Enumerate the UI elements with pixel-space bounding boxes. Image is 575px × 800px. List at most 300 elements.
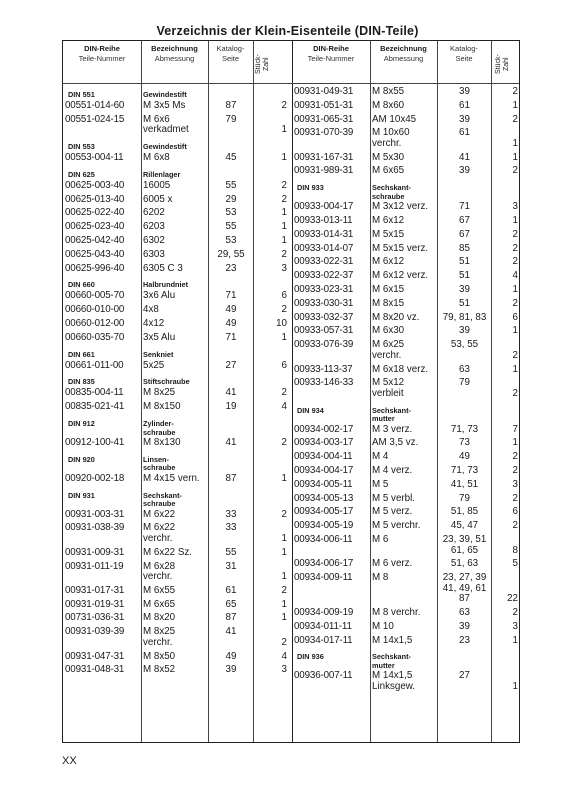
catalog-page-line: 65	[225, 598, 237, 610]
section-header	[63, 281, 292, 290]
dimension-line: M 6x8	[143, 152, 170, 164]
part-number: 00933-057-31	[294, 325, 354, 337]
quantity: 1	[512, 680, 518, 692]
catalog-page	[209, 600, 253, 611]
quantity: 3	[512, 478, 518, 490]
catalog-page	[209, 523, 253, 534]
catalog-page-line: 49	[225, 318, 237, 330]
dimension-line: M 4	[372, 451, 389, 463]
dimension-line: M 6x22 Sz.	[143, 546, 193, 558]
dimension-line: M 6x12	[372, 215, 405, 227]
part-number: 00625-022-40	[65, 207, 125, 219]
section-description	[143, 91, 187, 100]
quantity: 4	[512, 270, 518, 282]
table-row	[292, 671, 521, 695]
catalog-page-line: 41	[225, 387, 237, 399]
quantity: 6	[512, 311, 518, 323]
catalog-page	[438, 166, 491, 177]
part-number: 00931-019-31	[65, 598, 125, 610]
table-row	[292, 216, 521, 230]
dimension	[143, 222, 165, 233]
dimension	[372, 313, 419, 324]
part-number: 00625-003-40	[65, 179, 125, 191]
table-row	[292, 466, 521, 480]
catalog-page-line: 71, 73	[450, 423, 479, 435]
part-number: 00835-004-11	[65, 387, 124, 399]
catalog-page	[209, 665, 253, 676]
dimension	[372, 285, 404, 296]
table-row	[63, 402, 292, 416]
part-number: 00660-035-70	[65, 331, 125, 343]
header-stueckzahl-left: Stück- Zahl	[255, 54, 270, 74]
catalog-page	[438, 378, 491, 389]
table-row	[292, 636, 521, 650]
part-number: 00934-017-11	[294, 634, 353, 646]
part-number: 00551-014-60	[65, 100, 125, 111]
header-bezeichnung-left: Bezeichnung Abmessung	[151, 44, 198, 63]
section-description	[143, 143, 187, 152]
din-series-label: DIN 551	[68, 90, 95, 99]
section-description	[372, 653, 411, 670]
table-row	[292, 285, 521, 299]
header-katalog-left: Katalog- Seite	[216, 44, 245, 63]
dimension	[372, 244, 428, 255]
description-line: Zylinder-	[143, 419, 174, 429]
quantity: 2	[512, 492, 518, 504]
catalog-page	[438, 202, 491, 213]
dimension	[143, 115, 189, 136]
dimension-line: M 3 verz.	[372, 423, 413, 435]
section-description	[143, 420, 175, 437]
catalog-page-line: 39	[459, 113, 470, 125]
catalog-page	[209, 438, 253, 449]
part-number: 00933-146-33	[294, 377, 354, 389]
dimension-line: 6202	[143, 207, 165, 219]
quantity: 1	[512, 363, 518, 375]
part-number: 00835-021-41	[65, 401, 125, 413]
catalog-page	[438, 326, 491, 337]
part-number: 00625-013-40	[65, 193, 125, 205]
dimension	[143, 236, 165, 247]
dimension-line: verchr.	[143, 636, 173, 648]
left-column	[63, 87, 292, 742]
dimension-line: M 8x150	[143, 401, 181, 413]
part-number: 00931-048-31	[65, 664, 125, 676]
catalog-page	[438, 452, 491, 463]
dimension-line: AM 3,5 vz.	[372, 437, 419, 449]
catalog-page	[438, 128, 491, 139]
quantity: 1	[512, 151, 518, 163]
table-row	[63, 115, 292, 139]
catalog-page	[209, 510, 253, 521]
part-number: 00551-024-15	[65, 113, 125, 125]
dimension-line: M 6x15	[372, 284, 405, 296]
part-number: 00553-004-11	[65, 152, 124, 164]
dimension	[372, 128, 410, 149]
parts-table	[62, 40, 520, 743]
table-row	[292, 257, 521, 271]
catalog-page	[209, 361, 253, 372]
table-row	[292, 230, 521, 244]
dimension-line: M 6 verz.	[372, 558, 413, 570]
quantity: 2	[281, 248, 287, 260]
catalog-page-line: 55	[225, 179, 237, 191]
dimension	[372, 378, 404, 399]
dimension-line: 16005	[143, 179, 171, 191]
part-number: 00934-004-17	[294, 465, 354, 477]
section-description	[143, 281, 188, 290]
catalog-page-line: 45	[225, 152, 237, 164]
dimension-line: M 6x28	[143, 560, 176, 572]
table-row	[63, 388, 292, 402]
part-number: 00934-003-17	[294, 437, 354, 449]
table-row	[292, 101, 521, 115]
quantity: 1	[281, 235, 287, 247]
quantity: 2	[512, 520, 518, 532]
dimension-line: M 5x12	[372, 377, 405, 389]
catalog-page-line: 19	[225, 401, 237, 413]
dimension	[372, 636, 412, 647]
table-row	[63, 319, 292, 333]
dimension-line: 6203	[143, 221, 165, 233]
catalog-page-line: 29	[225, 193, 237, 205]
dimension	[372, 608, 420, 619]
catalog-page-line: 71	[225, 331, 237, 343]
dimension	[372, 257, 404, 268]
table-row	[63, 333, 292, 347]
table-row	[63, 438, 292, 452]
description-line: Sechskant-	[372, 183, 411, 193]
dimension-line: M 5 verz.	[372, 506, 413, 518]
quantity: 5	[512, 558, 518, 570]
table-row	[292, 425, 521, 439]
catalog-page	[209, 153, 253, 164]
section-description	[143, 351, 173, 360]
table-row	[292, 507, 521, 521]
table-row	[292, 244, 521, 258]
dimension	[372, 622, 394, 633]
catalog-page	[209, 250, 253, 261]
description-line: Sechskant-	[372, 652, 411, 662]
part-number: 00625-996-40	[65, 262, 125, 274]
quantity: 1	[512, 215, 518, 227]
table-row	[63, 665, 292, 679]
catalog-page-line: 49	[225, 650, 237, 662]
part-number: 00920-002-18	[65, 472, 125, 484]
dimension	[143, 652, 175, 663]
part-number: 00933-014-07	[294, 242, 354, 254]
dimension	[143, 181, 170, 192]
dimension-line: M 6x30	[372, 325, 405, 337]
table-row	[63, 627, 292, 651]
catalog-page	[438, 535, 491, 556]
dimension	[372, 507, 412, 518]
catalog-page-line: 71	[459, 201, 470, 213]
table-row	[292, 535, 521, 559]
table-row	[292, 438, 521, 452]
dimension-line: AM 10x45	[372, 113, 417, 125]
catalog-page-line: 41	[225, 626, 237, 638]
part-number: 00625-023-40	[65, 221, 125, 233]
quantity: 6	[512, 506, 518, 518]
catalog-page-line: 79	[225, 113, 237, 125]
catalog-page	[438, 216, 491, 227]
part-number: 00931-038-39	[65, 522, 125, 534]
table-row	[63, 208, 292, 222]
dimension	[372, 466, 412, 477]
quantity: 2	[512, 349, 518, 361]
quantity: 2	[512, 242, 518, 254]
dimension-line: M 8x20 vz.	[372, 311, 420, 323]
dimension-line: M 8x52	[143, 664, 176, 676]
din-series-label: DIN 912	[68, 419, 95, 429]
dimension	[372, 299, 404, 310]
catalog-page	[438, 559, 491, 570]
dimension-line: M 8x130	[143, 437, 181, 449]
catalog-page-line: 49	[459, 451, 470, 463]
dimension-line: 6305 C 3	[143, 262, 183, 274]
table-row	[63, 101, 292, 115]
dimension-line: M 8x25	[143, 626, 176, 638]
description-line: schraube	[143, 427, 176, 437]
catalog-page	[209, 613, 253, 624]
quantity: 7	[512, 423, 518, 435]
quantity: 1	[281, 207, 287, 219]
catalog-page	[209, 333, 253, 344]
catalog-page-line: 87	[459, 593, 470, 605]
dimension	[372, 573, 388, 584]
dimension	[143, 523, 175, 544]
dimension	[143, 333, 175, 344]
section-description	[372, 184, 411, 201]
header-katalog-right: Katalog- Seite	[450, 44, 478, 63]
din-series-label: DIN 835	[68, 377, 95, 387]
table-row	[63, 195, 292, 209]
catalog-page	[438, 466, 491, 477]
dimension-line: 3x5 Alu	[143, 331, 176, 343]
dimension	[143, 600, 175, 611]
quantity: 2	[512, 113, 518, 125]
part-number: 00625-043-40	[65, 248, 125, 260]
description-line: mutter	[372, 660, 395, 670]
part-number: 00931-011-19	[65, 560, 124, 572]
table-row	[292, 115, 521, 129]
catalog-page-line: 39	[459, 620, 470, 632]
dimension-line: M 6x12 verz.	[372, 270, 429, 282]
description-line: schraube	[372, 191, 405, 201]
dimension	[372, 559, 412, 570]
catalog-page	[438, 480, 491, 491]
part-number: 00931-049-31	[294, 86, 354, 97]
dimension	[143, 562, 175, 583]
catalog-page	[438, 299, 491, 310]
dimension	[143, 402, 181, 413]
quantity: 10	[276, 318, 287, 330]
catalog-page-line: 33	[225, 522, 237, 534]
dimension-line: M 5x15 verz.	[372, 242, 429, 254]
part-number: 00933-014-31	[294, 228, 354, 240]
dimension-line: M 14x1,5	[372, 634, 413, 646]
part-number: 00934-005-17	[294, 506, 354, 518]
section-header	[63, 456, 292, 473]
dimension-line: M 3x12 verz.	[372, 201, 429, 213]
dimension	[143, 305, 159, 316]
table-row	[63, 586, 292, 600]
dimension	[143, 613, 175, 624]
dimension-line: M 5 verchr.	[372, 520, 421, 532]
table-row	[63, 613, 292, 627]
quantity: 3	[281, 262, 287, 274]
quantity: 4	[281, 401, 287, 413]
dimension-line: M 8x60	[372, 99, 405, 111]
dimension-line: M 4x15 vern.	[143, 472, 200, 484]
catalog-page-line: 55	[225, 546, 237, 558]
catalog-page-line: 67	[459, 215, 470, 227]
dimension	[143, 319, 164, 330]
part-number: 00660-010-00	[65, 304, 125, 316]
dimension	[143, 264, 183, 275]
catalog-page-line: 55	[225, 221, 237, 233]
quantity: 2	[281, 508, 287, 520]
catalog-page	[209, 388, 253, 399]
dimension-line: M 5 verbl.	[372, 492, 416, 504]
catalog-page-line: 27	[459, 670, 470, 682]
catalog-page	[209, 101, 253, 112]
quantity: 3	[281, 664, 287, 676]
catalog-page	[438, 101, 491, 112]
dimension	[372, 365, 428, 376]
catalog-page-line: 29, 55	[217, 248, 245, 260]
part-number: 00934-009-19	[294, 606, 354, 618]
catalog-page-line: 71, 73	[450, 465, 479, 477]
dimension-line: M 10x60	[372, 127, 410, 139]
catalog-page-line: 63	[459, 606, 470, 618]
catalog-page-line: 49	[225, 304, 237, 316]
catalog-page-line: 45, 47	[450, 520, 479, 532]
quantity: 2	[281, 437, 287, 449]
dimension	[143, 388, 175, 399]
part-number: 00660-012-00	[65, 318, 125, 330]
part-number: 00931-065-31	[294, 113, 354, 125]
catalog-page	[209, 402, 253, 413]
table-row	[292, 87, 521, 101]
dimension-line: Linksgew.	[372, 680, 416, 692]
dimension	[143, 153, 170, 164]
quantity: 1	[281, 331, 287, 343]
table-row	[292, 313, 521, 327]
dimension-line: 4x12	[143, 318, 165, 330]
table-row	[292, 622, 521, 636]
section-header	[63, 171, 292, 180]
quantity: 2	[281, 193, 287, 205]
section-description	[372, 407, 411, 424]
part-number: 00934-004-11	[294, 451, 353, 463]
quantity: 2	[512, 465, 518, 477]
dimension-line: M 8x25	[143, 387, 176, 399]
catalog-page-line: 41, 51	[450, 478, 479, 490]
catalog-page-line: 51	[459, 297, 470, 309]
dimension-line: verbleit	[372, 387, 404, 399]
part-number: 00933-032-37	[294, 311, 354, 323]
dimension-line: M 6	[372, 534, 389, 546]
catalog-page-line: 23, 39, 51	[442, 534, 487, 546]
catalog-page	[438, 671, 491, 682]
part-number: 00933-022-37	[294, 270, 354, 282]
table-row	[292, 128, 521, 152]
part-number: 00931-070-39	[294, 127, 354, 139]
catalog-page-line: 51, 63	[450, 558, 479, 570]
part-number: 00934-005-13	[294, 492, 354, 504]
table-row	[292, 326, 521, 340]
catalog-page	[209, 319, 253, 330]
catalog-page	[438, 87, 491, 98]
section-description	[143, 492, 182, 509]
dimension	[143, 361, 164, 372]
catalog-page	[209, 222, 253, 233]
catalog-page	[438, 313, 491, 324]
catalog-page	[438, 285, 491, 296]
section-header	[292, 184, 521, 201]
quantity: 22	[507, 593, 518, 605]
catalog-page	[209, 305, 253, 316]
catalog-page-line: 63	[459, 363, 470, 375]
catalog-page	[209, 115, 253, 126]
section-description	[143, 456, 175, 473]
catalog-page-line: 53	[225, 207, 237, 219]
description-line: Gewindestift	[143, 90, 187, 99]
dimension-line: 6303	[143, 248, 165, 260]
dimension	[143, 250, 165, 261]
dimension-line: M 6x25	[372, 339, 405, 351]
dimension	[143, 101, 185, 112]
dimension	[372, 340, 404, 361]
dimension	[372, 535, 388, 546]
din-series-label: DIN 920	[68, 454, 95, 464]
catalog-page	[438, 153, 491, 164]
catalog-page-line: 79	[459, 377, 470, 389]
table-row	[292, 480, 521, 494]
part-number: 00933-013-11	[294, 215, 353, 227]
part-number: 00934-011-11	[294, 620, 352, 632]
dimension-line: M 6x65	[372, 165, 405, 177]
quantity: 3	[512, 201, 518, 213]
part-number: 00934-005-19	[294, 520, 354, 532]
dimension	[143, 665, 175, 676]
section-header	[63, 351, 292, 360]
part-number: 00934-005-11	[294, 478, 353, 490]
section-header	[63, 378, 292, 387]
quantity: 1	[281, 124, 287, 136]
catalog-page	[438, 115, 491, 126]
part-number: 00931-989-31	[294, 165, 354, 177]
dimension-line: 6005 x	[143, 193, 173, 205]
part-number: 00931-003-31	[65, 508, 125, 520]
catalog-page-line: 51, 85	[450, 506, 479, 518]
right-column	[292, 87, 521, 742]
dimension-line: verchr.	[372, 349, 402, 361]
table-row	[63, 474, 292, 488]
table-row	[63, 222, 292, 236]
dimension	[143, 510, 175, 521]
table-row	[63, 600, 292, 614]
table-row	[292, 521, 521, 535]
part-number: 00661-011-00	[65, 359, 124, 371]
dimension-line: verchr.	[143, 532, 173, 544]
page-number: XX	[62, 755, 77, 767]
catalog-page-line: 39	[225, 664, 237, 676]
quantity: 1	[512, 137, 518, 149]
dimension-line: M 8x15	[372, 297, 405, 309]
